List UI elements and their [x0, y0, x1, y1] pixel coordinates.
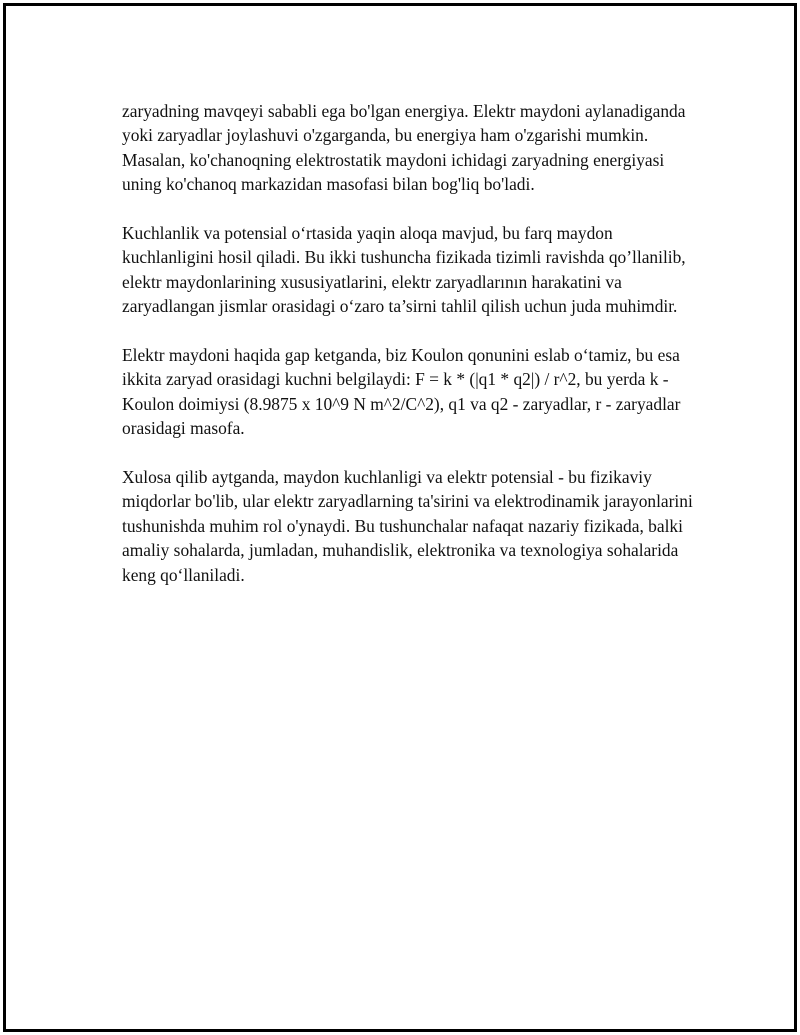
- paragraph: Xulosa qilib aytganda, maydon kuchlanligi va elektr potensial - bu fizikaviy miqdorlar bo'lib, ular elektr zaryadlarning ta'sirini va elektrodinamik jarayonlarini tushunishda muhim rol o'ynaydi. Bu tushunchalar nafaqat nazariy fizikada, balki amaliy sohalarda, jumladan, muhandislik, elektronika va texnologiya sohalarida keng qo‘llaniladi.: [122, 467, 693, 585]
- page-frame: [3, 3, 797, 1032]
- paragraph: zaryadning mavqeyi sababli ega bo'lgan energiya. Elektr maydoni aylanadiganda yoki zaryadlar joylashuvi o'zgarganda, bu energiya ham o'zgarishi mumkin. Masalan, ko'chanoqning elektrostatik maydoni ichidagi zaryadning energiyasi uning ko'chanoq markazidan masofasi bilan bog'liq bo'ladi.: [122, 101, 686, 195]
- document-body: [122, 99, 706, 611]
- paragraph: Elektr maydoni haqida gap ketganda, biz Koulon qonunini eslab o‘tamiz, bu esa ikkita zaryad orasidagi kuchni belgilaydi: F = k * (|q1 * q2|) / r^2, bu yerda k - Koulon doimiysi (8.9875 x 10^9 N m^2/C^2), q1 va q2 - zaryadlar, r - zaryadlar orasidagi masofa.: [122, 345, 681, 439]
- paragraph: Kuchlanlik va potensial o‘rtasida yaqin aloqa mavjud, bu farq maydon kuchlanligini hosil qiladi. Bu ikki tushuncha fizikada tizimli ravishda qo’llanilib, elektr maydonlarining xususiyatlarini, elektr zaryadlarının harakatini va zaryadlangan jismlar orasidagi o‘zaro ta’sirni tahlil qilish uchun juda muhimdir.: [122, 223, 686, 317]
